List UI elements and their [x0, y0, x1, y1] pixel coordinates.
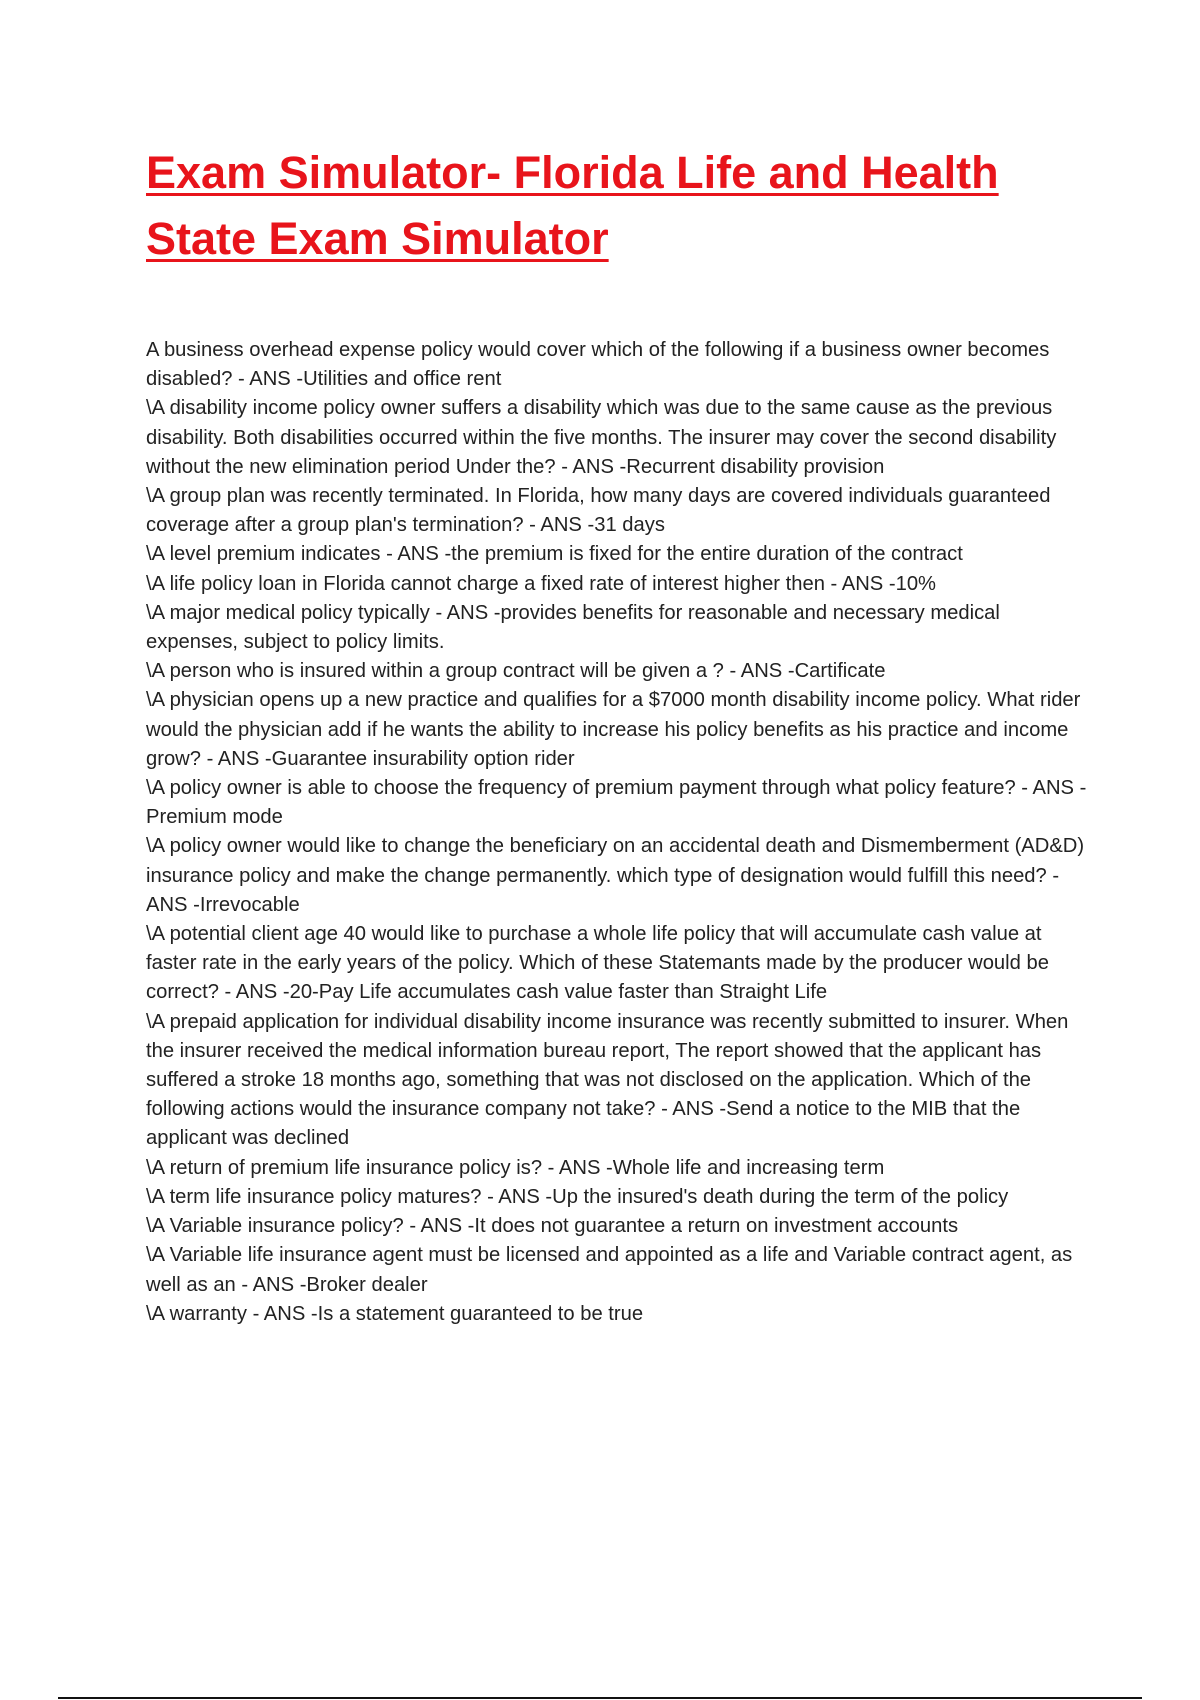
- qa-item: \A physician opens up a new practice and qualifies for a $7000 month disability income policy. What rider would the physician add if he wants the ability to increase his policy benefits as his practice and income grow? - ANS -Guarantee insurability option rider: [146, 689, 1081, 770]
- document-title: Exam Simulator- Florida Life and Health State Exam Simulator: [146, 147, 999, 264]
- qa-item: \A Variable life insurance agent must be licensed and appointed as a life and Variable contract agent, as well as an - ANS -Broker dealer: [146, 1244, 1073, 1296]
- qa-item: \A policy owner is able to choose the frequency of premium payment through what policy feature? - ANS -Premium mode: [146, 777, 1087, 829]
- qa-item: \A warranty - ANS -Is a statement guaranteed to be true: [146, 1302, 644, 1325]
- page-bottom-rule: [58, 1697, 1142, 1699]
- qa-item: \A term life insurance policy matures? - ANS -Up the insured's death during the term of the policy: [146, 1185, 1009, 1208]
- qa-item: \A return of premium life insurance policy is? - ANS -Whole life and increasing term: [146, 1156, 885, 1179]
- qa-item: \A potential client age 40 would like to purchase a whole life policy that will accumulate cash value at faster rate in the early years of the policy. Which of these Statemants made by the producer would be correct? - ANS -20-Pay Life accumulates cash value faster than Straight Life: [146, 923, 1049, 1004]
- qa-item: \A life policy loan in Florida cannot charge a fixed rate of interest higher then - ANS -10%: [146, 572, 936, 595]
- qa-item: \A policy owner would like to change the beneficiary on an accidental death and Dismemberment (AD&D) insurance policy and make the change permanently. which type of designation would fulfill this need? - ANS -Irrevocable: [146, 835, 1085, 916]
- qa-item: \A Variable insurance policy? - ANS -It does not guarantee a return on investment accounts: [146, 1215, 959, 1238]
- qa-item: A business overhead expense policy would cover which of the following if a business owner becomes disabled? - ANS -Utilities and office rent: [146, 339, 1050, 391]
- qa-item: \A prepaid application for individual disability income insurance was recently submitted to insurer. When the insurer received the medical information bureau report, The report showed that the applicant has suffered a stroke 18 months ago, something that was not disclosed on the application. Which of the following actions would the insurance company not take? - ANS -Send a notice to the MIB that the applicant was declined: [146, 1010, 1069, 1150]
- qa-item: \A disability income policy owner suffers a disability which was due to the same cause as the previous disability. Both disabilities occurred within the five months. The insurer may cover the second disability without the new elimination period Under the? - ANS -Recurrent disability provision: [146, 397, 1057, 478]
- qa-item: \A person who is insured within a group contract will be given a ? - ANS -Cartificate: [146, 660, 886, 683]
- qa-list: [146, 336, 1096, 1329]
- qa-item: \A group plan was recently terminated. In Florida, how many days are covered individuals guaranteed coverage after a group plan's termination? - ANS -31 days: [146, 485, 1051, 537]
- qa-item: \A level premium indicates - ANS -the premium is fixed for the entire duration of the contract: [146, 543, 963, 566]
- qa-item: \A major medical policy typically - ANS -provides benefits for reasonable and necessary medical expenses, subject to policy limits.: [146, 601, 1000, 654]
